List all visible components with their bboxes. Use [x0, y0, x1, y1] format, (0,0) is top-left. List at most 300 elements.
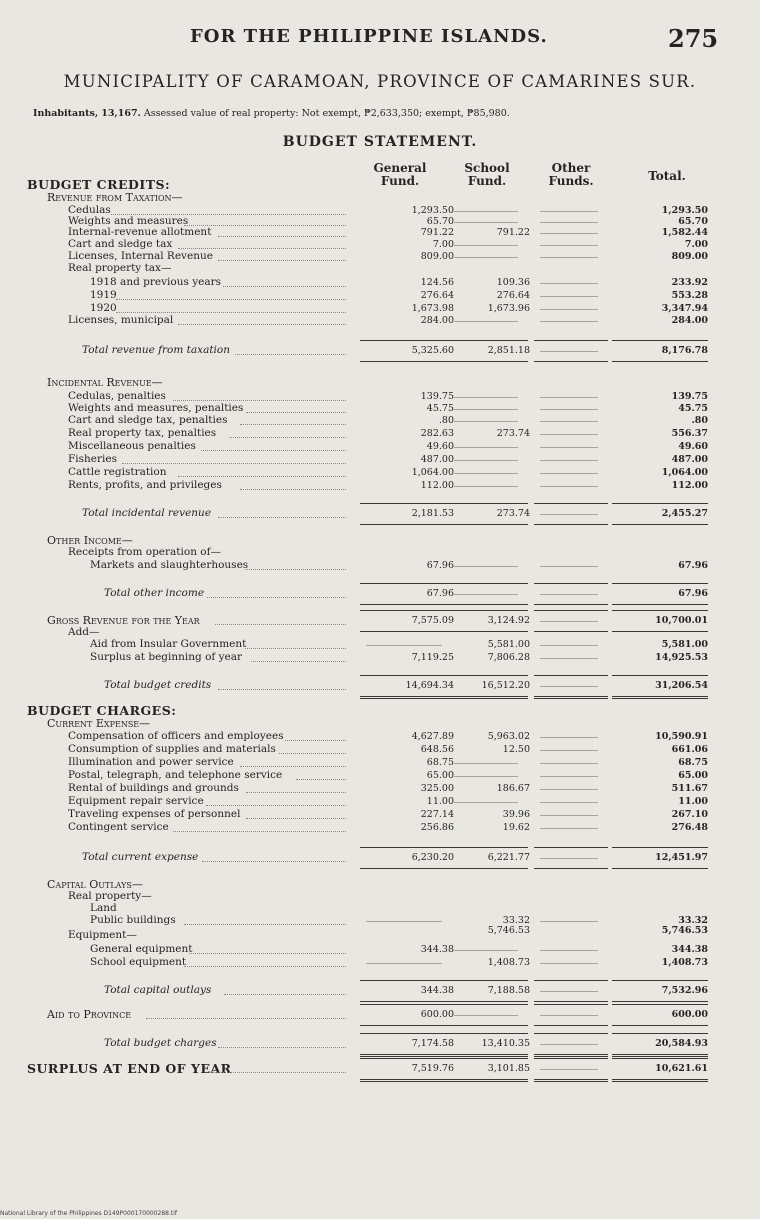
empty-cell-line [540, 1069, 598, 1070]
column-rule [448, 340, 528, 341]
cell-t: 5,581.00 [661, 639, 708, 650]
table-row [0, 178, 760, 191]
column-rule [534, 1054, 608, 1057]
column-rule [612, 1025, 708, 1026]
cell-t: 1,064.00 [661, 467, 708, 478]
statement-title: BUDGET STATEMENT. [282, 134, 478, 150]
empty-cell-line [454, 776, 518, 777]
empty-cell-line [540, 351, 598, 352]
cell-g: 282.63 [420, 428, 454, 439]
empty-cell-line [366, 963, 442, 964]
empty-cell-line [454, 950, 518, 951]
column-rule [448, 1054, 528, 1057]
column-rule [448, 868, 528, 869]
cell-t: 553.28 [671, 290, 708, 301]
dot-leader [116, 312, 346, 313]
row-label: Total capital outlays [104, 984, 212, 996]
cell-g: 124.56 [420, 277, 454, 288]
empty-cell-line [540, 950, 598, 951]
cell-t: 2,455.27 [661, 508, 708, 519]
cell-t: 809.00 [671, 251, 708, 262]
column-rule [360, 696, 452, 699]
cell-t: 67.96 [678, 588, 708, 599]
table-row [0, 191, 760, 204]
column-rule [534, 675, 608, 676]
table-row [0, 743, 760, 756]
cell-g: 5,325.60 [411, 345, 454, 356]
empty-cell-line [540, 789, 598, 790]
cell-g: 344.38 [420, 944, 454, 955]
column-rule [448, 1001, 528, 1002]
row-label: Total other income [104, 587, 205, 599]
row-label: BUDGET CHARGES: [27, 703, 177, 718]
column-rule [534, 1004, 608, 1005]
cell-g: 325.00 [420, 783, 454, 794]
row-label: Total incidental revenue [82, 507, 212, 519]
cell-t: 267.10 [671, 809, 708, 820]
empty-cell-line [540, 421, 598, 422]
cell-s: 791.22 [496, 227, 530, 238]
column-rule [534, 524, 608, 525]
dot-leader [116, 299, 346, 300]
cell-s: 7,188.58 [487, 985, 530, 996]
empty-cell-line [540, 594, 598, 595]
row-label: Traveling expenses of personnel [68, 808, 241, 820]
table-row [0, 717, 760, 730]
column-rule [360, 1058, 452, 1059]
row-label: Markets and slaughterhouses [90, 559, 249, 571]
cell-t: 45.75 [678, 403, 708, 414]
dot-leader [240, 424, 346, 425]
empty-cell-line [540, 802, 598, 803]
table-row [0, 376, 760, 389]
column-rule [448, 696, 528, 699]
row-label: Total current expense [82, 851, 199, 863]
cell-g: 67.96 [426, 588, 454, 599]
column-rule [448, 1004, 528, 1005]
table-row [0, 1037, 760, 1050]
cell-t: 12,451.97 [655, 852, 708, 863]
cell-t: 487.00 [671, 454, 708, 465]
dot-leader [178, 248, 346, 249]
cell-g: 227.14 [420, 809, 454, 820]
cell-t: 10,700.01 [655, 615, 708, 626]
page-number: 275 [668, 24, 719, 53]
column-rule [360, 524, 452, 525]
cell-s: 186.67 [496, 783, 530, 794]
cell-g: 809.00 [420, 251, 454, 262]
dot-leader [240, 489, 346, 490]
cell-t: 8,176.78 [661, 345, 708, 356]
column-rule [612, 610, 708, 611]
dot-leader [206, 805, 346, 806]
empty-cell-line [540, 309, 598, 310]
dot-leader [245, 569, 346, 570]
cell-t: 276.48 [671, 822, 708, 833]
empty-cell-line [540, 686, 598, 687]
column-rule [448, 1025, 528, 1026]
empty-cell-line [540, 566, 598, 567]
empty-cell-line [540, 257, 598, 258]
empty-cell-line [454, 211, 518, 212]
cell-t: 49.60 [678, 441, 708, 452]
cell-t: 511.67 [671, 783, 708, 794]
column-rule [534, 696, 608, 699]
empty-cell-line [454, 321, 518, 322]
row-label: Cedulas [68, 204, 111, 216]
cell-g: 49.60 [426, 441, 454, 452]
dot-leader [173, 400, 346, 401]
empty-cell-line [540, 991, 598, 992]
table-row [0, 262, 760, 275]
scan-footer: National Library of the Philippines D149P000170000288.tif [0, 1210, 178, 1217]
column-rule [612, 1079, 708, 1082]
column-rule [360, 1054, 452, 1057]
column-rule [534, 847, 608, 848]
cell-g: 7,575.09 [411, 615, 454, 626]
empty-cell-line [540, 211, 598, 212]
row-label: Real property tax, penalties [68, 427, 217, 439]
empty-cell-line [540, 486, 598, 487]
column-rule [448, 361, 528, 362]
column-rule [534, 604, 608, 605]
table-row [0, 440, 760, 453]
row-label: Other Income— [47, 534, 133, 547]
table-row [0, 414, 760, 427]
empty-cell-line [540, 473, 598, 474]
cell-t: .80 [691, 415, 708, 426]
table-row [0, 769, 760, 782]
cell-s: 16,512.20 [481, 680, 530, 691]
row-label: Compensation of officers and employees [68, 730, 284, 742]
column-rule [612, 1054, 708, 1057]
empty-cell-line [540, 233, 598, 234]
cell-t: 600.00 [671, 1009, 708, 1020]
row-label: Surplus at beginning of year [90, 651, 243, 663]
dot-leader [246, 818, 346, 819]
column-rule [612, 868, 708, 869]
cell-g: 648.56 [420, 744, 454, 755]
cell-g: 2,181.53 [411, 508, 454, 519]
table-row [0, 956, 760, 969]
empty-cell-line [540, 397, 598, 398]
inhabitants-line [33, 108, 723, 119]
column-rule [360, 604, 452, 605]
empty-cell-line [454, 763, 518, 764]
empty-cell-line [366, 921, 442, 922]
cell-t: 7.00 [684, 239, 708, 250]
table-row [0, 638, 760, 651]
dot-leader [240, 766, 346, 767]
cell-g: 7,174.58 [411, 1038, 454, 1049]
column-rule [612, 1033, 708, 1034]
inhabitants-count: 13,167. [101, 108, 141, 119]
cell-s: 1,408.73 [487, 957, 530, 968]
column-rule [360, 610, 452, 611]
dot-leader [218, 236, 346, 237]
column-rule [534, 1079, 608, 1082]
column-rule [360, 340, 452, 341]
cell-t: 67.96 [678, 560, 708, 571]
dot-leader [215, 624, 346, 625]
column-rule [360, 868, 452, 869]
cell-g: 14,694.34 [405, 680, 454, 691]
column-rule [612, 604, 708, 605]
column-rule [360, 503, 452, 504]
cell-t: 33.32 [678, 915, 708, 926]
row-label: Rental of buildings and grounds [68, 782, 239, 794]
empty-cell-line [454, 245, 518, 246]
row-label: 1919 [90, 289, 117, 301]
column-rule [612, 1004, 708, 1005]
table-row [0, 679, 760, 692]
cell-t: 10,621.61 [655, 1063, 708, 1074]
column-rule [448, 604, 528, 605]
cell-t: 344.38 [671, 944, 708, 955]
column-rule [360, 675, 452, 676]
cell-t: 5,746.53 [661, 925, 708, 936]
row-label: Land [90, 902, 117, 914]
cell-s: 273.74 [496, 428, 530, 439]
column-rule [448, 524, 528, 525]
cell-t: 11.00 [678, 796, 708, 807]
dot-leader [201, 450, 346, 451]
cell-t: 7,532.96 [661, 985, 708, 996]
cell-s: 2,851.18 [487, 345, 530, 356]
empty-cell-line [540, 621, 598, 622]
cell-s: 13,410.35 [481, 1038, 530, 1049]
row-label: Equipment repair service [68, 795, 204, 807]
table-row [0, 808, 760, 821]
empty-cell-line [454, 486, 518, 487]
dot-leader [218, 689, 346, 690]
row-label: Licenses, municipal [68, 314, 174, 326]
empty-cell-line [454, 594, 518, 595]
cell-s: 1,673.96 [487, 303, 530, 314]
empty-cell-line [540, 1015, 598, 1016]
row-label: Aid from Insular Government [90, 638, 247, 650]
empty-cell-line [454, 1015, 518, 1016]
column-rule [612, 340, 708, 341]
column-rule [612, 1001, 708, 1002]
empty-cell-line [454, 257, 518, 258]
dot-leader [235, 354, 347, 355]
cell-g: 487.00 [420, 454, 454, 465]
empty-cell-line [540, 750, 598, 751]
table-row [0, 651, 760, 664]
cell-g: 284.00 [420, 315, 454, 326]
column-rule [448, 675, 528, 676]
empty-cell-line [454, 460, 518, 461]
column-rule [612, 696, 708, 699]
row-label: Total budget credits [104, 679, 212, 691]
running-head: FOR THE PHILIPPINE ISLANDS. [190, 26, 548, 47]
empty-cell-line [540, 776, 598, 777]
table-row [0, 559, 760, 572]
cell-g: 600.00 [420, 1009, 454, 1020]
cell-t: 10,590.91 [655, 731, 708, 742]
dot-leader [279, 753, 346, 754]
row-label: General equipment [90, 943, 193, 955]
empty-cell-line [540, 858, 598, 859]
empty-cell-line [540, 434, 598, 435]
cell-s: 12.50 [502, 744, 530, 755]
row-label: Capital Outlays— [47, 878, 143, 891]
column-rule [534, 1058, 608, 1059]
cell-g: 1,673.98 [411, 303, 454, 314]
table-row [0, 314, 760, 327]
column-rule [360, 1079, 452, 1082]
empty-cell-line [540, 1044, 598, 1045]
column-rule [534, 503, 608, 504]
empty-cell-line [540, 283, 598, 284]
column-rule [534, 610, 608, 611]
row-label: Cedulas, penalties [68, 390, 166, 402]
column-header-general-line2: Fund. [380, 174, 420, 188]
row-label: Real property— [68, 890, 152, 902]
empty-cell-line [454, 447, 518, 448]
dot-leader [285, 740, 346, 741]
empty-cell-line [454, 802, 518, 803]
row-label: Postal, telegraph, and telephone service [68, 769, 283, 781]
column-rule [448, 980, 528, 981]
dot-leader [296, 779, 346, 780]
table-row [0, 479, 760, 492]
empty-cell-line [366, 645, 442, 646]
table-row [0, 1008, 760, 1021]
cell-t: 31,206.54 [655, 680, 708, 691]
empty-cell-line [454, 421, 518, 422]
table-row [0, 929, 760, 942]
column-rule [534, 583, 608, 584]
table-row [0, 821, 760, 834]
column-rule [360, 1025, 452, 1026]
row-label: Weights and measures [68, 215, 189, 227]
row-label: Weights and measures, penalties [68, 402, 244, 414]
dot-leader [224, 994, 347, 995]
column-rule [612, 1058, 708, 1059]
empty-cell-line [454, 397, 518, 398]
dot-leader [218, 1047, 346, 1048]
empty-cell-line [540, 737, 598, 738]
row-label: Receipts from operation of— [68, 546, 222, 558]
column-rule [448, 1058, 528, 1059]
cell-g: 65.00 [426, 770, 454, 781]
row-label: Revenue from Taxation— [47, 191, 183, 204]
dot-leader [245, 648, 346, 649]
table-row [0, 756, 760, 769]
cell-g: 45.75 [426, 403, 454, 414]
row-label: Current Expense— [47, 717, 151, 730]
column-rule [534, 980, 608, 981]
cell-g: 4,627.89 [411, 731, 454, 742]
column-rule [534, 1025, 608, 1026]
empty-cell-line [540, 409, 598, 410]
cell-t: 65.00 [678, 770, 708, 781]
column-rule [448, 583, 528, 584]
cell-s: 33.32 [502, 915, 530, 926]
table-row [0, 851, 760, 864]
dot-leader [178, 324, 346, 325]
cell-g: 11.00 [426, 796, 454, 807]
cell-t: 1,408.73 [661, 957, 708, 968]
column-rule [612, 980, 708, 981]
row-label: 1920 [90, 302, 117, 314]
row-label: Consumption of supplies and materials [68, 743, 276, 755]
table-row [0, 730, 760, 743]
column-rule [360, 847, 452, 848]
cell-s: 3,101.85 [487, 1063, 530, 1074]
column-rule [534, 868, 608, 869]
column-rule [612, 361, 708, 362]
column-rule [534, 361, 608, 362]
cell-s: 39.96 [502, 809, 530, 820]
empty-cell-line [454, 409, 518, 410]
cell-g: 139.75 [420, 391, 454, 402]
dot-leader [178, 476, 346, 477]
empty-cell-line [540, 828, 598, 829]
column-rule [448, 1079, 528, 1082]
dot-leader [122, 463, 346, 464]
dot-leader [218, 517, 346, 518]
cell-s: 5,581.00 [487, 639, 530, 650]
row-label: Real property tax— [68, 262, 172, 274]
column-header-school-line2: Fund. [467, 174, 507, 188]
cell-s: 5,746.53 [487, 925, 530, 936]
column-rule [360, 361, 452, 362]
table-row [0, 587, 760, 600]
empty-cell-line [540, 658, 598, 659]
dot-leader [184, 966, 346, 967]
column-rule [612, 675, 708, 676]
cell-t: 1,582.44 [661, 227, 708, 238]
row-label: Cattle registration [68, 466, 167, 478]
empty-cell-line [540, 763, 598, 764]
dot-leader [246, 412, 346, 413]
cell-t: 112.00 [671, 480, 708, 491]
table-row [0, 344, 760, 357]
column-rule [360, 1004, 452, 1005]
row-label: BUDGET CREDITS: [27, 177, 171, 192]
cell-s: 6,221.77 [487, 852, 530, 863]
cell-g: 7,119.25 [411, 652, 454, 663]
table-row [0, 782, 760, 795]
inhabitants-label: Inhabitants, [33, 108, 99, 119]
empty-cell-line [540, 321, 598, 322]
cell-g: 67.96 [426, 560, 454, 571]
column-rule [360, 583, 452, 584]
column-rule [534, 1001, 608, 1002]
row-label: 1918 and previous years [90, 276, 222, 288]
cell-t: 233.92 [671, 277, 708, 288]
cell-g: 1,293.50 [411, 205, 454, 216]
cell-g: 112.00 [420, 480, 454, 491]
cell-t: 14,925.53 [655, 652, 708, 663]
cell-g: 65.70 [426, 216, 454, 227]
table-row [0, 984, 760, 997]
column-rule [448, 1033, 528, 1034]
column-rule [612, 847, 708, 848]
municipality-title: MUNICIPALITY OF CARAMOAN, PROVINCE OF CAMARINES SUR. [63, 72, 697, 91]
cell-s: 109.36 [496, 277, 530, 288]
row-label: Add— [68, 626, 100, 638]
table-row [0, 704, 760, 717]
assessed-value-text: Assessed value of real property: Not exempt, ₱2,633,350; exempt, ₱85,980. [143, 108, 510, 119]
column-rule [448, 610, 528, 611]
row-label: Rents, profits, and privileges [68, 479, 222, 491]
row-label: Illumination and power service [68, 756, 234, 768]
cell-s: 7,806.28 [487, 652, 530, 663]
